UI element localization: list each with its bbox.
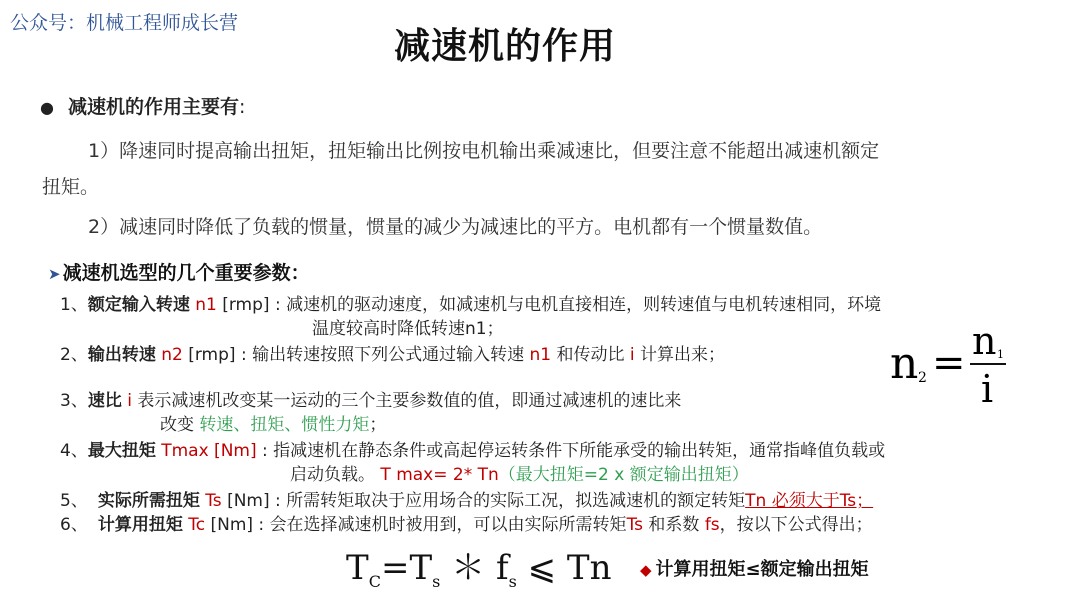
item-number: 3、 xyxy=(60,391,88,411)
item-term: 速比 xyxy=(87,391,122,411)
item-cont-text: 启动负载。 xyxy=(290,465,375,485)
param-item-4-cont xyxy=(290,460,749,485)
param-item-4 xyxy=(60,436,885,461)
item-symbol-fs: fs xyxy=(704,515,720,535)
bullet-dot-icon: ● xyxy=(40,98,54,117)
formula-equals: = xyxy=(380,548,410,588)
item-unit: [rmp] : xyxy=(182,345,253,365)
paragraph-1-line-1: 1）降速同时提高输出扭矩，扭矩输出比例按电机输出乘减速比，但要注意不能超出减速机额定 xyxy=(88,140,880,162)
formula-times: ＊ xyxy=(440,548,496,588)
item-description: 会在选择减速机时被用到，可以由实际所需转矩 xyxy=(269,515,627,535)
formula-tn: Tn xyxy=(566,548,612,588)
item-description-3: 计算出来； xyxy=(634,345,726,365)
item-symbol: Ts xyxy=(199,491,222,511)
arrow-bullet-icon: ➤ xyxy=(48,265,61,283)
formula-f: f xyxy=(495,548,509,588)
formula-equals: = xyxy=(932,340,966,386)
intro-bullet xyxy=(40,92,245,119)
item-term: 额定输入转速 xyxy=(87,295,190,315)
item-cont-highlight: （最大扭矩=2 x 额定输出扭矩） xyxy=(498,465,749,485)
item-cont-end: ； xyxy=(369,415,387,435)
item-term: 计算用扭矩 xyxy=(97,515,183,535)
formula-denominator: i xyxy=(981,367,994,408)
param-item-1 xyxy=(60,290,881,315)
formula-numerator-sub: 1 xyxy=(997,348,1004,361)
item-unit: [rmp] : xyxy=(216,295,287,315)
item-term: 实际所需扭矩 xyxy=(97,491,200,511)
item-number: 5、 xyxy=(60,491,88,511)
param-item-2 xyxy=(60,340,725,365)
item-description-2: 和系数 xyxy=(643,515,705,535)
paragraph-1-line-2: 扭矩。 xyxy=(42,176,100,198)
formula-ts: T xyxy=(409,548,433,588)
item-cont-text: 改变 xyxy=(160,415,200,435)
item-unit: [Nm] : xyxy=(205,515,270,535)
param-item-5 xyxy=(60,486,873,511)
item-symbol: i xyxy=(121,391,132,411)
item-symbol: n1 xyxy=(189,295,217,315)
formula-numerator: n xyxy=(972,319,997,363)
formula-output-speed xyxy=(888,318,1018,408)
item-description-2: 和传动比 xyxy=(551,345,630,365)
page-title: 减速机的作用 xyxy=(393,26,616,67)
intro-bullet-text: 减速机的作用主要有 xyxy=(68,96,240,118)
section-heading xyxy=(48,258,310,285)
section-heading-text: 减速机选型的几个重要参数： xyxy=(62,262,310,284)
paragraph-2: 2）减速同时降低了负载的惯量，惯量的减少为减速比的平方。电机都有一个惯量数值。 xyxy=(88,216,823,238)
formula-tc-sub: C xyxy=(368,571,381,591)
item-symbol-n1: n1 xyxy=(529,345,552,365)
formula-calc-torque xyxy=(346,540,611,591)
param-item-3-cont xyxy=(160,410,386,435)
note-calc-torque xyxy=(640,555,869,581)
item-requirement: Tn 必须大于Ts； xyxy=(745,491,874,511)
item-symbol: n2 xyxy=(155,345,183,365)
formula-lhs-sub: 2 xyxy=(918,370,927,386)
item-number: 6、 xyxy=(60,515,88,535)
item-description: 所需转矩取决于应用场合的实际工况，拟选减速机的额定转矩 xyxy=(286,491,746,511)
intro-bullet-colon: : xyxy=(239,96,246,118)
param-item-6 xyxy=(60,510,873,535)
item-number: 4、 xyxy=(60,441,88,461)
formula-lhs: n xyxy=(890,338,919,389)
item-cont-formula: T max= 2* Tn xyxy=(375,465,499,485)
item-symbol: Tc xyxy=(182,515,206,535)
formula-f-sub: s xyxy=(508,571,517,591)
param-item-3 xyxy=(60,386,681,411)
item-cont-highlight: 转速、扭矩、惯性力矩 xyxy=(199,415,370,435)
formula-output-speed-svg xyxy=(888,318,1018,408)
item-description: 输出转速按照下列公式通过输入转速 xyxy=(252,345,530,365)
param-item-1-cont: 温度较高时降低转速n1； xyxy=(312,319,504,339)
item-number: 1、 xyxy=(60,295,88,315)
item-description-3: ，按以下公式得出； xyxy=(719,515,873,535)
item-symbol-ts: Ts xyxy=(626,515,643,535)
item-number: 2、 xyxy=(60,345,88,365)
item-symbol: Tmax [Nm] xyxy=(155,441,257,461)
item-description: 表示减速机改变某一运动的三个主要参数值的值，即通过减速机的速比来 xyxy=(131,391,682,411)
formula-ts-sub: s xyxy=(432,571,441,591)
formula-le: ⩽ xyxy=(516,548,567,588)
item-symbol-i: i xyxy=(629,345,635,365)
brand-label: 公众号：机械工程师成长营 xyxy=(10,12,239,34)
item-term: 输出转速 xyxy=(87,345,156,365)
item-unit: [Nm] : xyxy=(221,491,287,511)
item-term: 最大扭矩 xyxy=(87,441,156,461)
note-text: 计算用扭矩≤额定输出扭矩 xyxy=(655,559,869,580)
diamond-icon: ◆ xyxy=(640,561,652,579)
formula-tc: T xyxy=(346,548,369,588)
item-description: 减速机的驱动速度，如减速机与电机直接相连，则转速值与电机转速相同，环境 xyxy=(286,295,882,315)
item-description: : 指减速机在静态条件或高起停运转条件下所能承受的输出转矩，通常指峰值负载或 xyxy=(256,441,886,461)
